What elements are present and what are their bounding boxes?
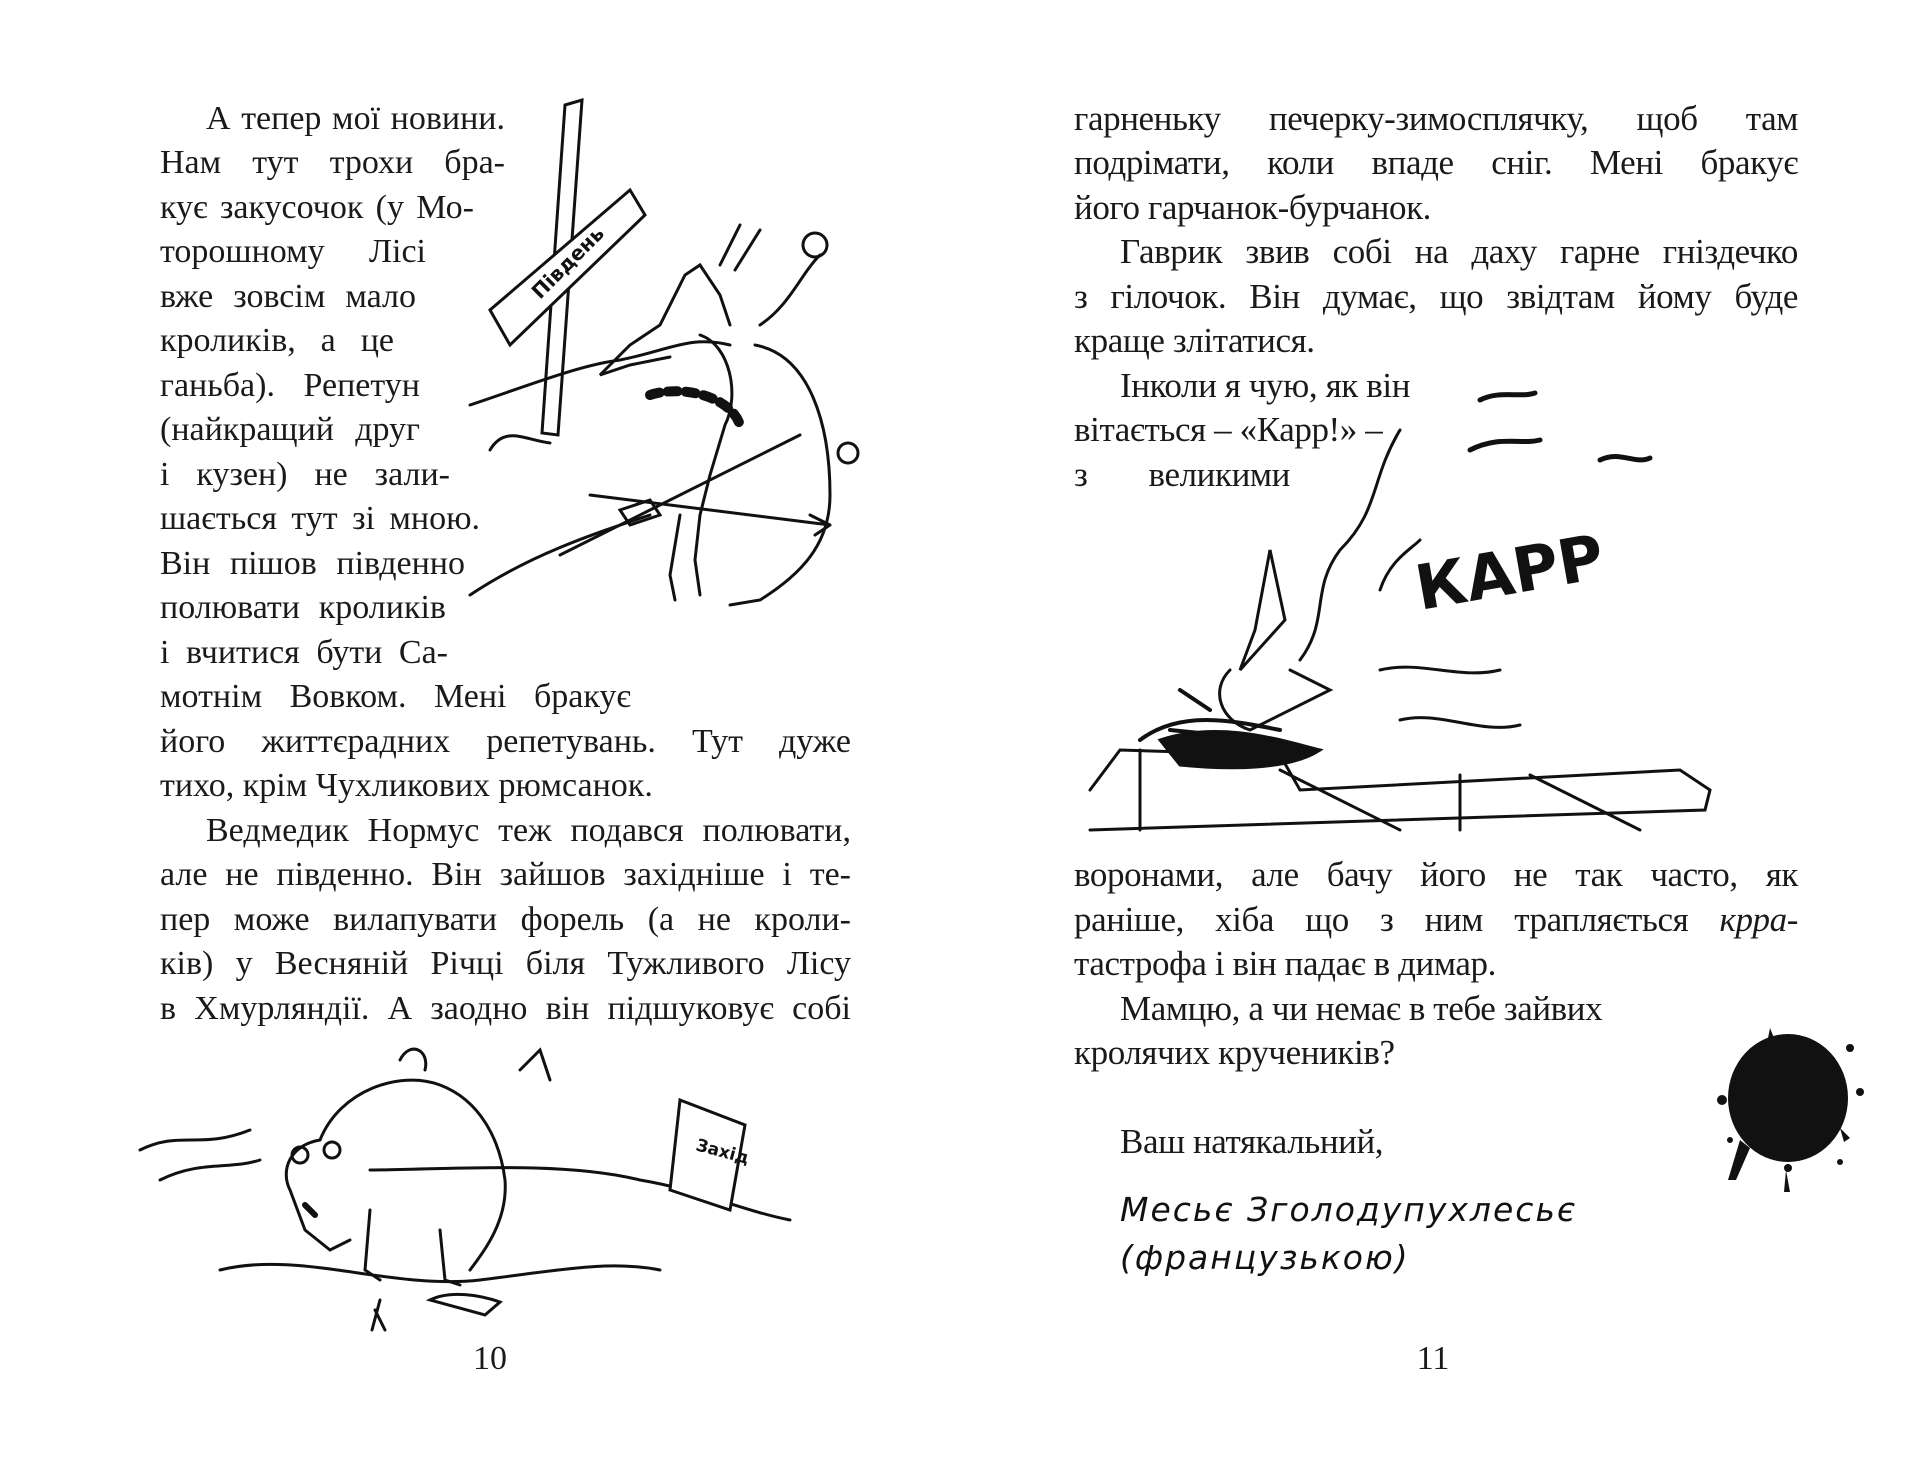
text-line: Мамцю, а чи немає в тебе зайвих (1120, 989, 1603, 1028)
text-line: і кузен) не зали- (160, 456, 450, 493)
wolf-signpost-illustration (470, 95, 890, 635)
text-line: Нам тут трохи бра- (160, 144, 505, 181)
text-line: Гаврик звив собі на даху гарне гніздечко (1120, 232, 1798, 271)
right-page (960, 0, 1920, 1477)
text-line: вітається – «Карр!» – (1074, 410, 1383, 449)
bear-fishing-illustration (140, 1030, 860, 1340)
page-number: 11 (1416, 1340, 1450, 1377)
text-line: шається тут зі мною. (160, 500, 480, 537)
text-line: з гілочок. Він думає, що звідтам йому буде (1074, 277, 1798, 316)
text-line: кролячих кручеників? (1074, 1033, 1395, 1072)
text-line (1074, 898, 1798, 942)
text-line: в Хмурляндії. А заодно він підшуковує собі (160, 990, 851, 1027)
text-line: А тепер мої новини. (206, 100, 505, 137)
text-line: тастрофа і він падає в димар. (1074, 944, 1496, 983)
ink-blot-icon (1700, 1020, 1880, 1210)
text-line: ганьба). Репетун (160, 367, 420, 404)
text-line: Він пішов південно (160, 545, 465, 582)
text-line: торошному Лісі (160, 233, 426, 270)
crow-sound-label: КАРР (1409, 519, 1610, 625)
text-line: мотнім Вовком. Мені бракує (160, 678, 631, 715)
text-line: його гарчанок-бурчанок. (1074, 188, 1432, 227)
text-line: тихо, крім Чухликових рюмсанок. (160, 767, 653, 804)
text-line: гарненьку печерку-зимосплячку, щоб там (1074, 99, 1798, 138)
sign-west-label: Захід (693, 1135, 752, 1169)
text-line: його життєрадних репетувань. Тут дуже (160, 723, 851, 760)
text-line: Ведмедик Нормус теж подався полювати, (206, 812, 851, 849)
text-line: але не південно. Він зайшов західніше і те- (160, 856, 851, 893)
text-line: пер може вилапувати форель (а не кроли- (160, 901, 851, 938)
text-line: подрімати, коли впаде сніг. Мені бракує (1074, 143, 1798, 182)
text-line: з великими (1074, 455, 1290, 494)
closing-line: Ваш натякальний, (1120, 1122, 1384, 1161)
page-number: 10 (473, 1340, 507, 1377)
text-line: кує закусочок (у Мо- (160, 189, 474, 226)
text-line: воронами, але бачу його не так часто, як (1074, 855, 1798, 894)
text-line: (найкращий друг (160, 411, 420, 448)
text-line: Інколи я чую, як він (1120, 366, 1411, 405)
text-line: кроликів, а це (160, 322, 394, 359)
text-line: полювати кроликів (160, 589, 446, 626)
text-span: раніше, хіба що з ним трапляється (1074, 900, 1720, 939)
signature-line-2: (французькою) (1120, 1238, 1410, 1277)
italic-word: крра- (1719, 900, 1798, 939)
text-line: вже зовсім мало (160, 278, 416, 315)
signature-line-1: Месьє Зголодупухлесьє (1120, 1190, 1578, 1229)
text-line: ків) у Весняній Річці біля Тужливого Лісу (160, 945, 851, 982)
text-line: і вчитися бути Са- (160, 634, 448, 671)
text-line: краще злітатися. (1074, 321, 1315, 360)
sign-south-label: Південь (526, 221, 609, 304)
crow-nest-illustration (1080, 390, 1810, 840)
